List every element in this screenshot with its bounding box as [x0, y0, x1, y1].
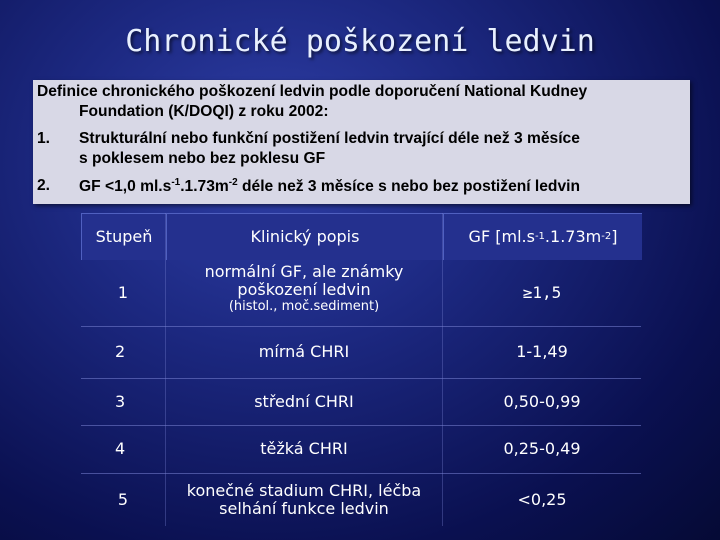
- definition-item-number: 1.: [37, 130, 51, 147]
- definition-box: [33, 80, 690, 204]
- slide-title: Chronické poškození ledvin: [125, 24, 595, 59]
- table-row-gf: 0,25-0,49: [503, 439, 581, 459]
- definition-item-2-text: GF <1,0 $ml.s^{-1}.1.73m^{-2}$ déle než 3 měsíce s nebo bez postižení ledvin: [79, 177, 580, 196]
- table-row-stage: 1: [117, 282, 129, 302]
- clinical-line: normální GF, ale známky: [204, 262, 404, 281]
- header-clinical-description: Klinický popis: [166, 213, 443, 260]
- table-row-gf: ≥1,5: [522, 282, 562, 302]
- header-gf: GF [ml.s -1 .1.73m -2 ]: [443, 213, 642, 260]
- definition-intro-line1: Definice chronického poškození ledvin podle doporučení National Kudney: [37, 83, 588, 100]
- definition-item-number: 2.: [37, 177, 51, 194]
- table-row-clinical: [166, 474, 442, 526]
- ckd-stage-table: [81, 213, 641, 526]
- definition-item-1-line1: Strukturální nebo funkční postižení ledvin trvající déle než 3 měsíce: [79, 130, 580, 147]
- table-row-clinical: [166, 263, 442, 325]
- definition-item-1-line2: s poklesem nebo bez poklesu GF: [79, 150, 326, 167]
- clinical-line: konečné stadium CHRI, léčba: [186, 480, 422, 500]
- table-row-clinical: těžká CHRI: [260, 439, 348, 459]
- table-row-stage: 2: [115, 342, 126, 362]
- table-row-gf: 1-1,49: [516, 342, 568, 362]
- definition-intro-line2: Foundation (K/DOQI) z roku 2002:: [79, 103, 329, 120]
- clinical-line: selhání funkce ledvin: [219, 499, 389, 518]
- clinical-line: poškození ledvin: [237, 280, 371, 300]
- table-row-stage: 3: [115, 391, 126, 411]
- table-row-stage: 4: [115, 439, 126, 459]
- clinical-note: (histol., moč.sediment): [228, 298, 380, 314]
- table-row-gf: 0,50-0,99: [503, 391, 581, 411]
- header-stage: Stupeň: [81, 213, 166, 260]
- table-row-clinical: mírná CHRI: [258, 342, 350, 362]
- table-row-clinical: střední CHRI: [254, 391, 354, 411]
- table-row-stage: 5: [117, 489, 129, 509]
- table-row-gf: <0,25: [517, 489, 567, 509]
